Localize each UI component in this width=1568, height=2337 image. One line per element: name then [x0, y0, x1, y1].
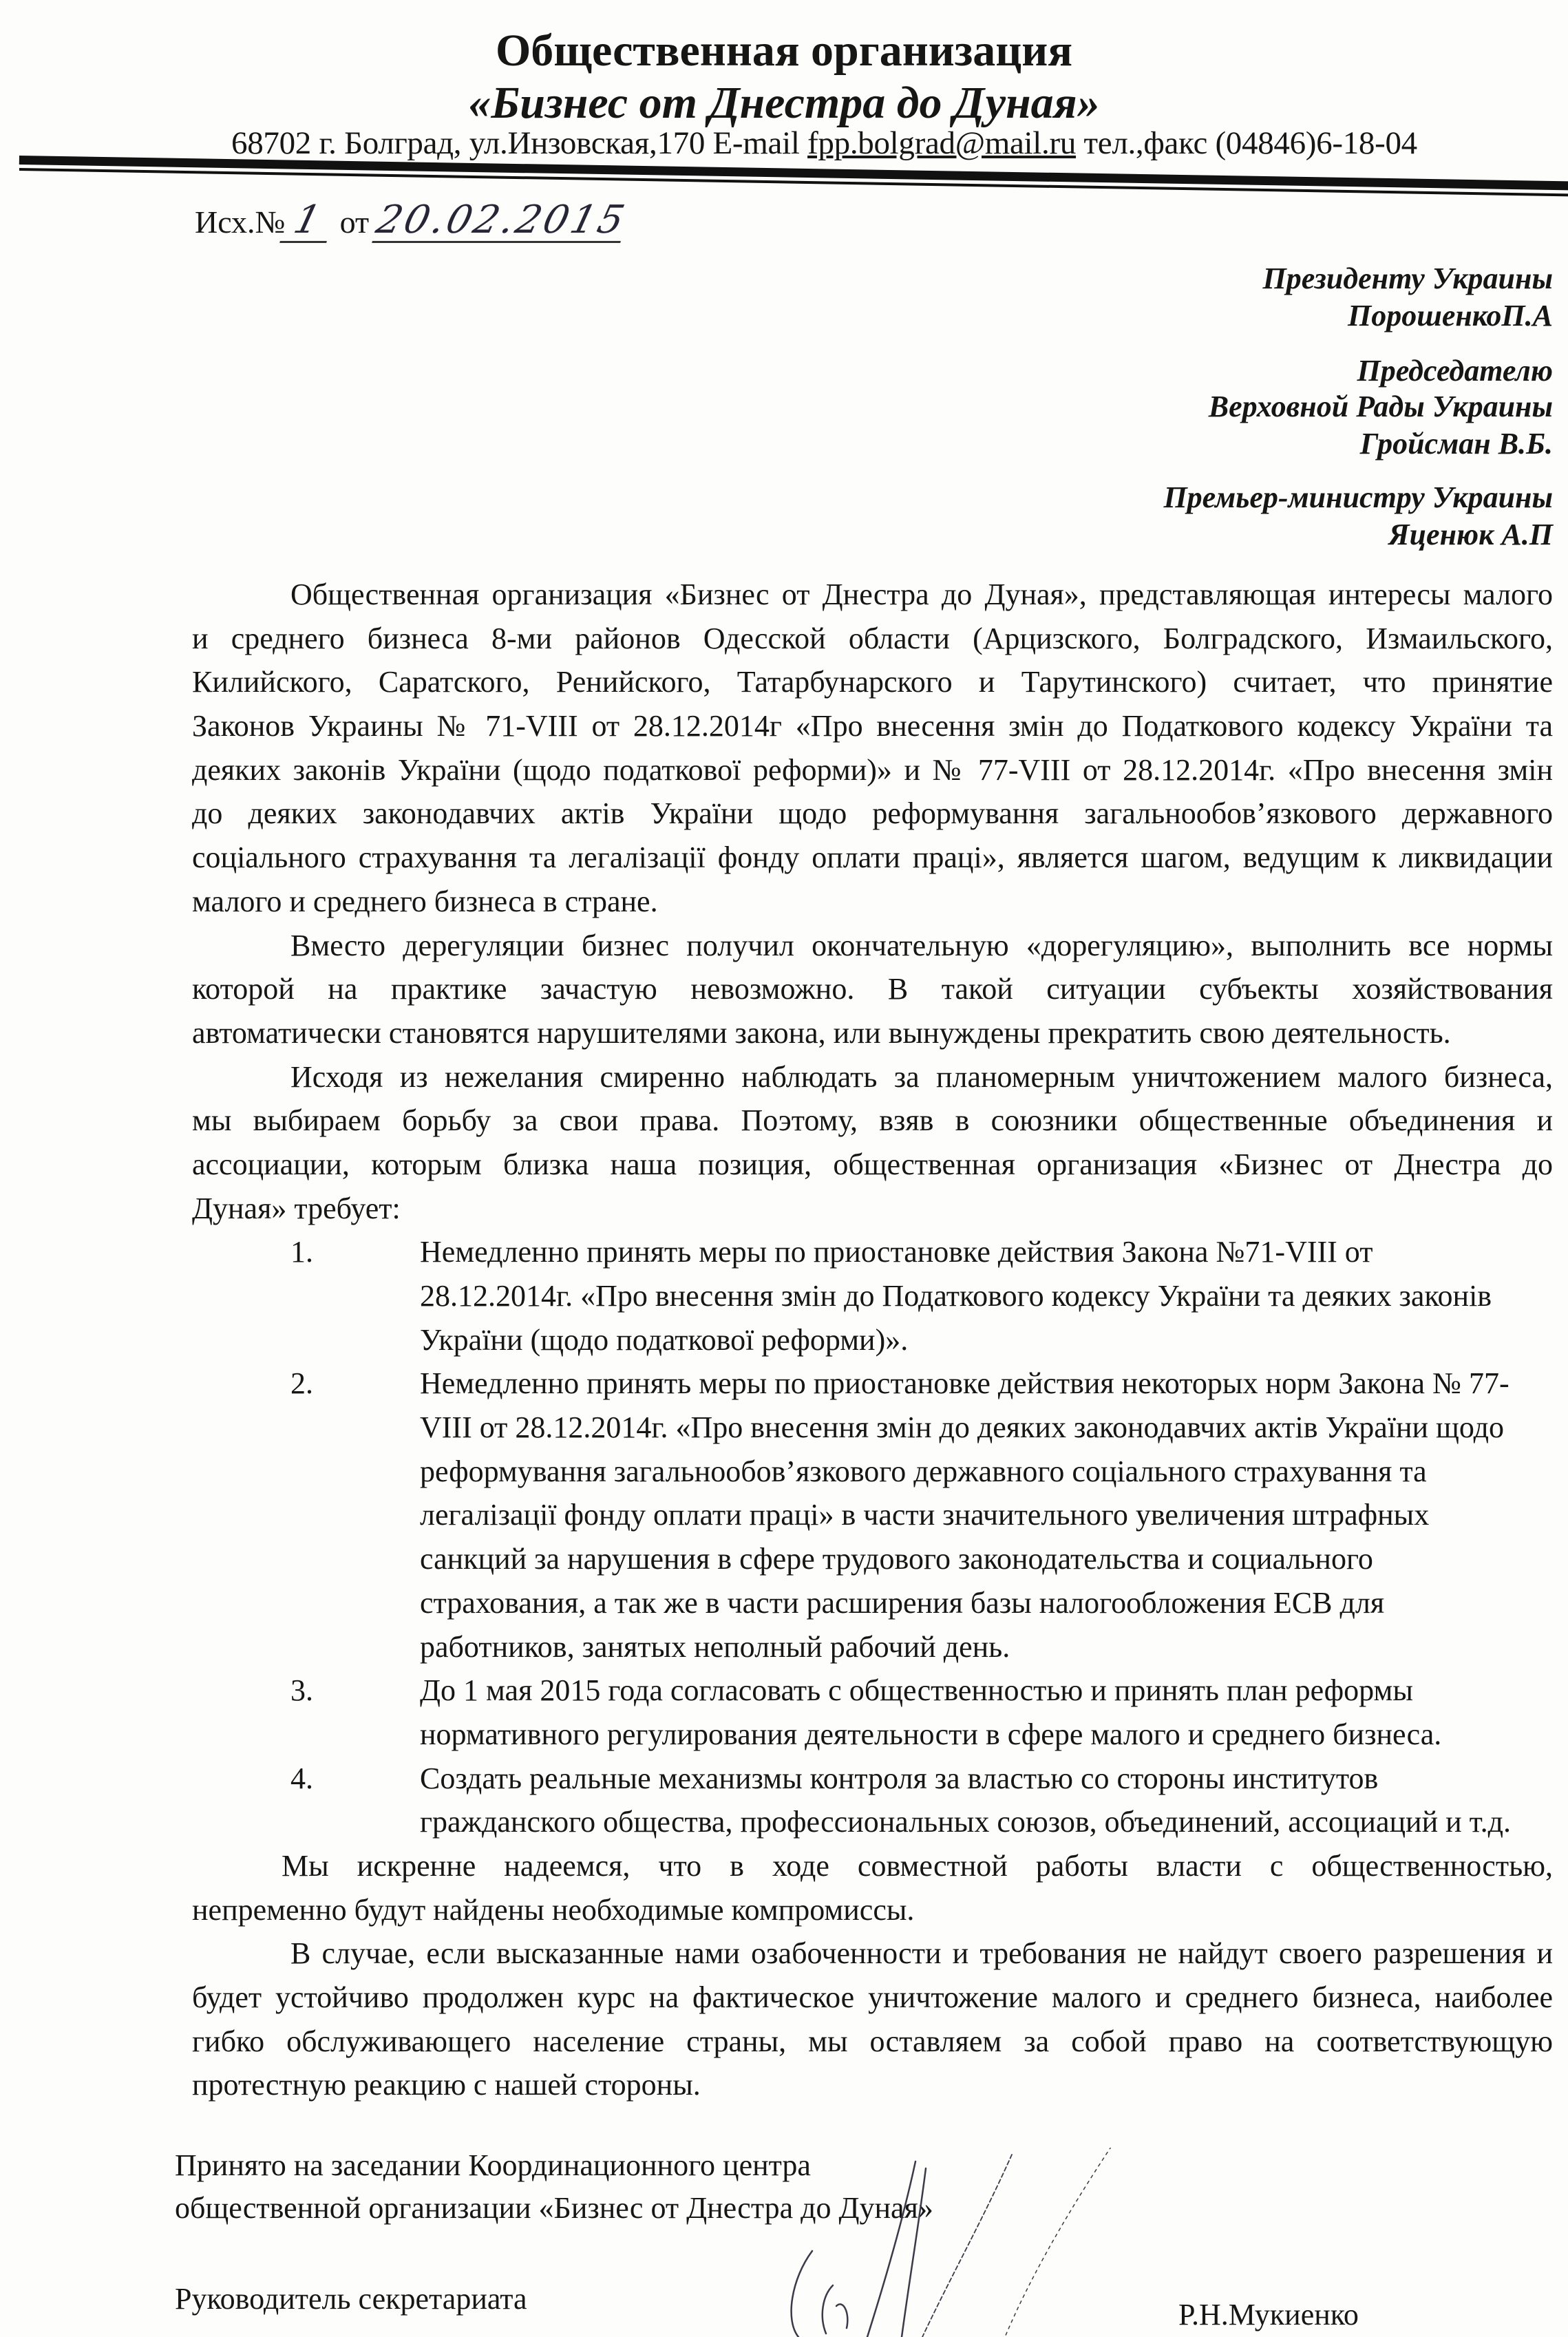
demand-text: легалізації фонду оплати праці» в части значительного увеличения штрафных: [420, 1498, 1430, 1532]
addressee-line: Яценюк А.П: [1388, 518, 1553, 551]
demand-line: [192, 1230, 1553, 1274]
demand-number: 4.: [290, 1761, 313, 1795]
address-text: 68702 г. Болград, ул.Инзовская,170 E-mail: [231, 125, 808, 161]
paragraph-line: В случае, если высказанные нами озабоченности и требования не найдут своего разрешения и: [290, 1936, 1553, 1971]
paragraph-line: соціального страхування та легалізації фонду оплати праці», является шагом, ведущим к ликвидации: [192, 840, 1553, 875]
paragraph-line: непременно будут найдены необходимые компромиссы.: [192, 1892, 915, 1927]
demand-number: 1.: [290, 1235, 313, 1269]
phone-text: тел.,факс (04846)6-18-04: [1076, 125, 1417, 161]
signature-stroke: [792, 2251, 812, 2337]
paragraph-line: Вместо дерегуляции бизнес получил окончательную «дорегуляцию», выполнить все нормы: [290, 928, 1553, 962]
demand-text: До 1 мая 2015 года согласовать с общественностью и принять план реформы: [420, 1673, 1413, 1708]
signature: [688, 2148, 1239, 2337]
paragraph-line: Килийского, Саратского, Ренийского, Татарбунарского и Тарутинского) считает, что принятие: [192, 665, 1553, 699]
demand-text: 28.12.2014г. «Про внесення змін до Податкового кодексу України та деяких законів: [420, 1279, 1492, 1313]
signature-stroke: [922, 2155, 1012, 2337]
demand-text: VIII от 28.12.2014г. «Про внесення змін до деяких законодавчих актів України щодо: [420, 1410, 1505, 1445]
paragraph-line: Общественная организация «Бизнес от Днестра до Дуная», представляющая интересы малого: [290, 578, 1553, 611]
demand-line: [192, 1800, 1553, 1844]
demand-text: работников, занятых неполный рабочий день.: [420, 1629, 1010, 1664]
paragraph-line: до деяких законодавчих актів України щодо реформування загальнообов’язкового державного: [192, 796, 1553, 831]
paragraph-line: Исходя из нежелания смиренно наблюдать за планомерным уничтожением малого бизнеса,: [290, 1059, 1553, 1094]
signature-stroke: [867, 2161, 915, 2337]
letter-body: [192, 573, 1553, 2107]
addressee-line: Президенту Украины: [1262, 262, 1553, 295]
demand-line: [192, 1669, 1553, 1713]
paragraph-line: деяких законів України (щодо податкової реформи)» и № 77-VIII от 28.12.2014г. «Про внесення змін: [192, 752, 1553, 787]
email-link[interactable]: fpp.bolgrad@mail.ru: [807, 125, 1077, 161]
addressee-line: Верховной Рады Украины: [1208, 390, 1553, 423]
paragraph-line: гибко обслуживающего население страны, мы оставляем за собой право на соответствующую: [192, 2024, 1553, 2058]
addressee-line: ПорошенкоП.А: [1347, 299, 1553, 332]
demand-line: [192, 1274, 1553, 1318]
outgoing-from: от: [332, 204, 377, 240]
paragraph-line: Дуная» требует:: [192, 1191, 401, 1225]
demand-number: 2.: [290, 1366, 313, 1401]
demand-text: Немедленно принять меры по приостановке действия некоторых норм Закона № 77-: [420, 1366, 1509, 1401]
paragraph-line: ассоциации, которым близка наша позиция, общественная организация «Бизнес от Днестра до: [192, 1147, 1553, 1181]
paragraph-line: протестную реакцию с нашей стороны.: [192, 2068, 701, 2102]
demand-line: [192, 1757, 1553, 1801]
addressee-line: Премьер-министру Украины: [1163, 480, 1553, 514]
paragraph-line: Законов Украины № 71-VIII от 28.12.2014г «Про внесення змін до Податкового кодексу України та: [192, 709, 1553, 743]
addressee-line: Председателю: [1357, 354, 1553, 388]
paragraph-line: и среднего бизнеса 8-ми районов Одесской области (Арцизского, Болградского, Измаильского,: [192, 621, 1553, 655]
adopted-line-2: общественной организации «Бизнес от Днестра до Дуная»: [175, 2191, 933, 2225]
outgoing-prefix: Исх.№: [195, 204, 286, 240]
org-name: Общественная организация: [495, 25, 1073, 76]
paragraph-line: автоматически становятся нарушителями закона, или вынуждены прекратить свою деятельность.: [192, 1015, 1451, 1050]
demand-line: [192, 1450, 1553, 1494]
demand-text: реформування загальнообов’язкового державного соціального страхування та: [420, 1454, 1427, 1488]
demand-line: [192, 1713, 1553, 1757]
demand-text: Немедленно принять меры по приостановке действия Закона №71-VIII от: [420, 1235, 1373, 1269]
paragraph-line: мы выбираем борьбу за свои права. Поэтому, взяв в союзники общественные объединения и: [192, 1103, 1553, 1138]
adopted-line-1: Принято на заседании Координационного центра: [175, 2148, 811, 2182]
demand-line: [192, 1406, 1553, 1450]
demand-number: 3.: [290, 1673, 313, 1708]
org-name-quoted: «Бизнес от Днестра до Дуная»: [468, 78, 1100, 128]
demand-line: [192, 1493, 1553, 1537]
addressee-line: Гройсман В.Б.: [1359, 427, 1553, 461]
signature-stroke: [1005, 2148, 1115, 2337]
demand-text: Создать реальные механизмы контроля за властью со стороны институтов: [420, 1761, 1379, 1795]
signer-name: Р.Н.Мукиенко: [1178, 2298, 1359, 2331]
paragraph-line: Мы искренне надеемся, что в ходе совместной работы власти с общественностью,: [282, 1848, 1553, 1883]
demand-line: [192, 1581, 1553, 1625]
paragraph-line: малого и среднего бизнеса в стране.: [192, 884, 658, 918]
demand-text: санкций за нарушения в сфере трудового законодательства и социального: [420, 1542, 1373, 1576]
demand-text: гражданского общества, профессиональных союзов, объединений, ассоциаций и т.д.: [420, 1805, 1511, 1839]
paragraph-line: будет устойчиво продолжен курс на фактическое уничтожение малого и среднего бизнеса, наиболее: [192, 1980, 1553, 2014]
signature-stroke: [823, 2285, 848, 2334]
demand-text: нормативного регулирования деятельности в сфере малого и среднего бизнеса.: [420, 1717, 1442, 1751]
demand-line: [192, 1537, 1553, 1581]
signature-stroke: [902, 2168, 926, 2337]
signer-position: Руководитель секретариата: [175, 2282, 527, 2316]
org-contacts: [231, 124, 1417, 162]
demand-text: страхования, а так же в части расширения базы налогообложения ЕСВ для: [420, 1585, 1385, 1620]
outgoing-date-handwritten: 20.02.2015: [371, 198, 631, 242]
demand-text: України (щодо податкової реформи)».: [420, 1322, 909, 1357]
outgoing-number-handwritten: 1: [280, 200, 337, 243]
demand-line: [192, 1318, 1553, 1362]
paragraph-line: которой на практике зачастую невозможно. В такой ситуации субъекты хозяйствования: [192, 972, 1553, 1006]
demand-line: [192, 1362, 1553, 1406]
outgoing-number: [195, 198, 631, 243]
demand-line: [192, 1625, 1553, 1669]
